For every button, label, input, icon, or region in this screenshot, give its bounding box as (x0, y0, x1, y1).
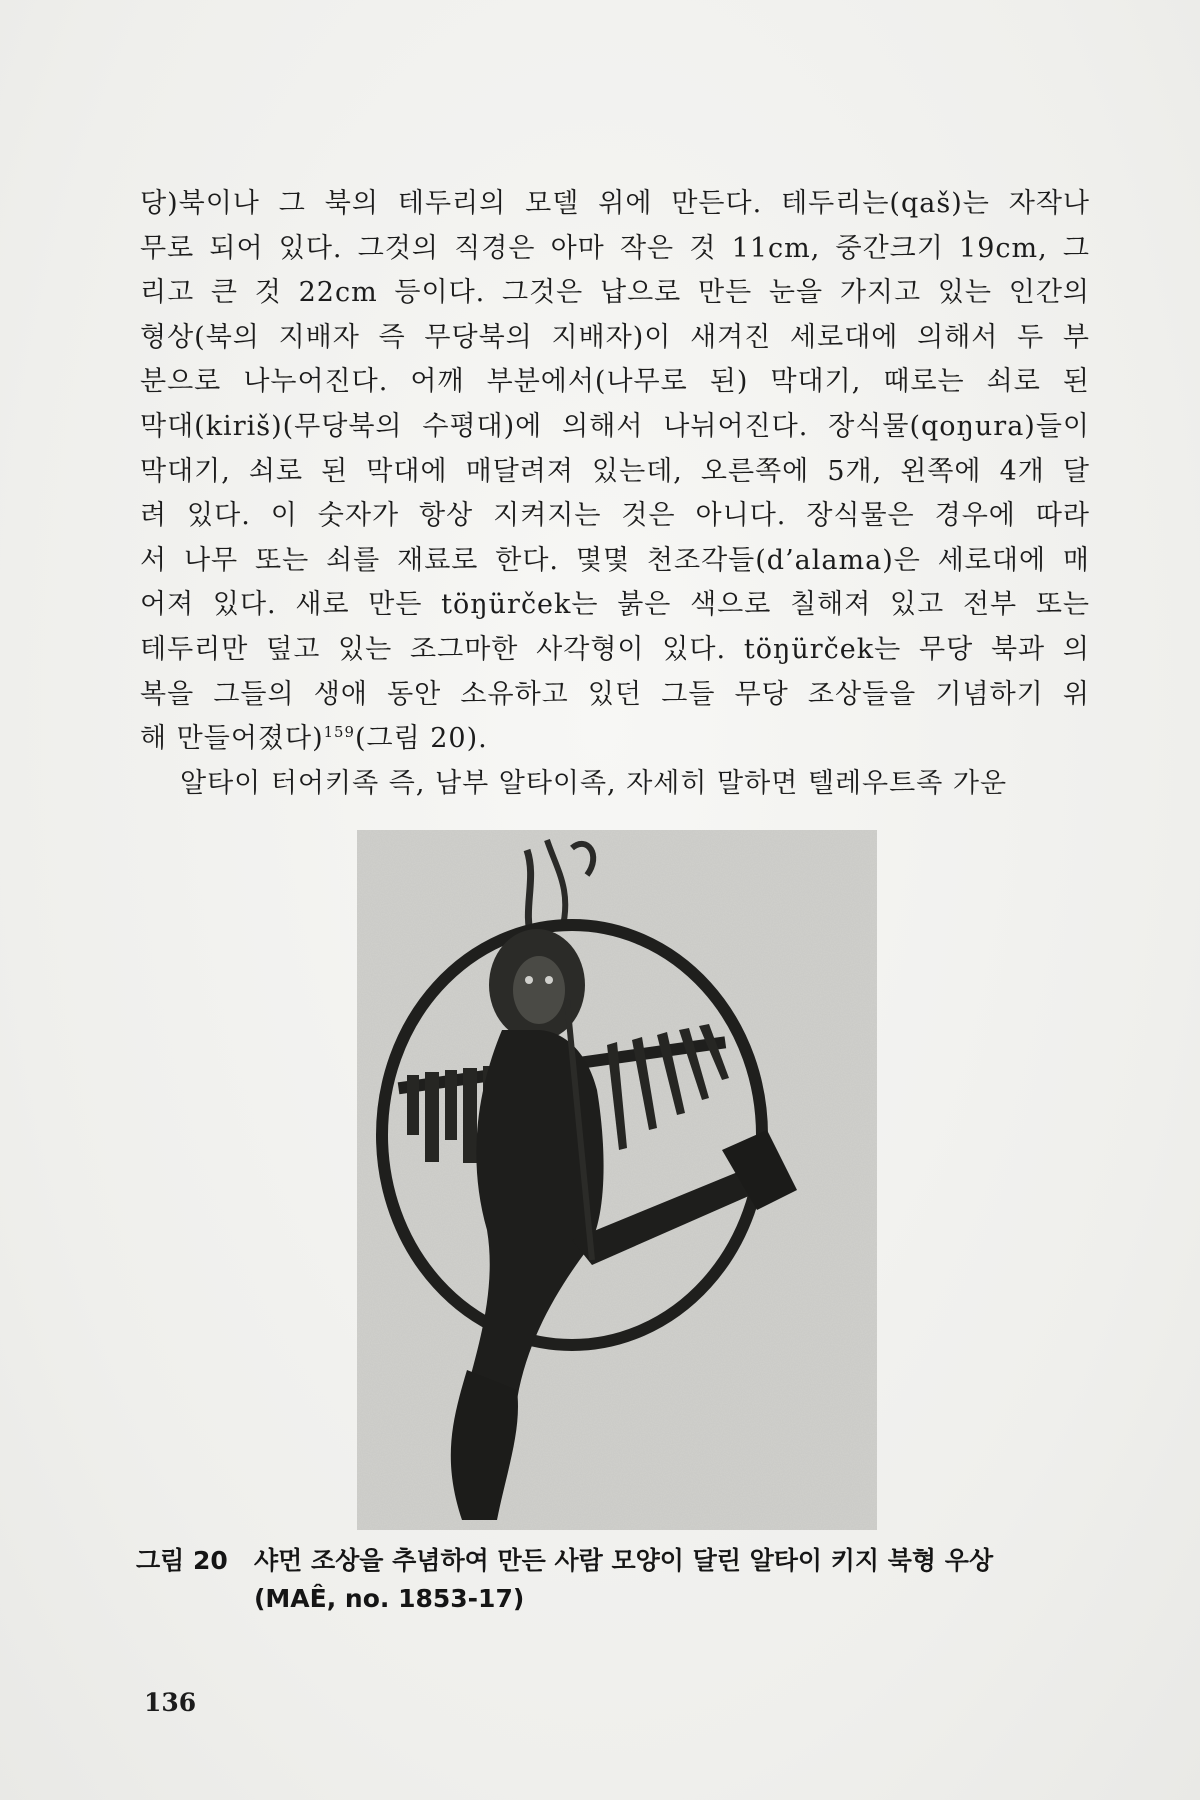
page-number: 136 (144, 1688, 197, 1717)
text-line: 무로 되어 있다. 그것의 직경은 아마 작은 것 11cm, 중간크기 19cm, 그 (140, 232, 1090, 264)
text-line: 복을 그들의 생애 동안 소유하고 있던 그들 무당 조상들을 기념하기 위 (140, 678, 1090, 710)
text-line: 어져 있다. 새로 만든 töŋürček는 붉은 색으로 칠해져 있고 전부 또는 (140, 589, 1090, 621)
text-line: 분으로 나누어진다. 어깨 부분에서(나무로 된) 막대기, 때로는 쇠로 된 (140, 366, 1090, 398)
figure-caption (136, 1542, 1096, 1618)
eye-icon (525, 976, 533, 984)
text-line: 알타이 터어키족 즉, 남부 알타이족, 자세히 말하면 텔레우트족 가운 (180, 767, 1008, 799)
caption-reference: (MAÊ, no. 1853-17) (254, 1584, 525, 1613)
text-line: 리고 큰 것 22cm 등이다. 그것은 납으로 만든 눈을 가지고 있는 인간의 (140, 277, 1090, 309)
figure-photo (357, 830, 877, 1530)
paragraph-2 (140, 762, 1090, 807)
text-line: 해 만들어졌다) (140, 723, 324, 755)
caption-text: 샤먼 조상을 추념하여 만든 사람 모양이 달린 알타이 키지 북형 우상 (254, 1546, 994, 1575)
text-line: 서 나무 또는 쇠를 재료로 한다. 몇몇 천조각들(d’alama)은 세로대에 매 (140, 544, 1090, 576)
text-line: 테두리만 덮고 있는 조그마한 사각형이 있다. töŋürček는 무당 북과 의 (140, 633, 1090, 665)
text-line: 당)북이나 그 북의 테두리의 모델 위에 만든다. 테두리는(qaš)는 자작나 (140, 188, 1090, 219)
text-line-last (140, 717, 1090, 762)
effigy-face (513, 956, 565, 1024)
figure-reference: (그림 20). (354, 723, 488, 755)
paragraph-1 (140, 182, 1090, 762)
figure-label: 그림 20 (136, 1546, 228, 1575)
text-line: 려 있다. 이 숫자가 항상 지켜지는 것은 아니다. 장식물은 경우에 따라 (140, 500, 1090, 532)
eye-icon (545, 976, 553, 984)
drum-effigy-illustration (357, 830, 877, 1530)
text-line: 형상(북의 지배자 즉 무당북의 지배자)이 새겨진 세로대에 의해서 두 부 (140, 321, 1090, 353)
footnote-marker[interactable]: 159 (323, 723, 355, 742)
text-line: 막대(kiriš)(무당북의 수평대)에 의해서 나뉘어진다. 장식물(qoŋura)들이 (140, 410, 1090, 442)
body-text (140, 182, 1090, 806)
text-line: 막대기, 쇠로 된 막대에 매달려져 있는데, 오른쪽에 5개, 왼쪽에 4개 달 (140, 455, 1090, 487)
